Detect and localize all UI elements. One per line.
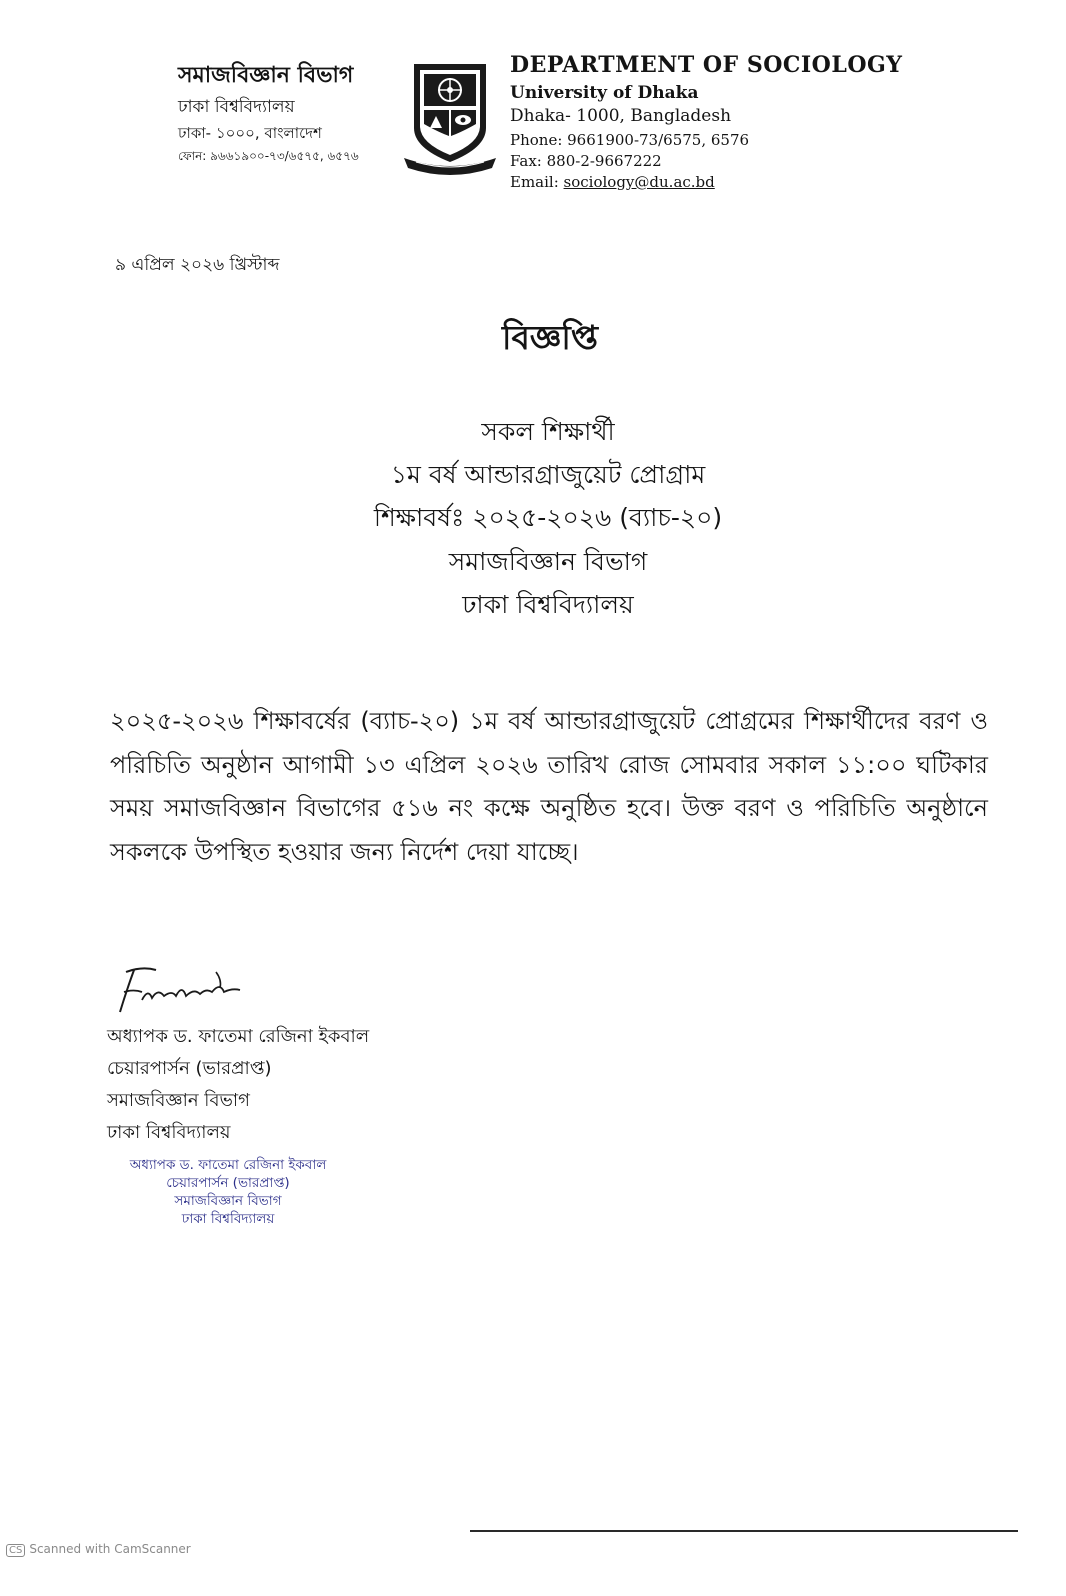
notice-date: ৯ এপ্রিল ২০২৬ খ্রিস্টাব্দ bbox=[115, 255, 280, 275]
en-address: Dhaka- 1000, Bangladesh bbox=[510, 106, 732, 126]
en-email-label: Email: bbox=[510, 173, 564, 191]
addressee-line: শিক্ষাবর্ষঃ ২০২৫-২০২৬ (ব্যাচ-২০) bbox=[373, 503, 723, 532]
university-seal-icon bbox=[402, 58, 498, 176]
stamp-line: অধ্যাপক ড. ফাতেমা রেজিনা ইকবাল bbox=[129, 1157, 327, 1173]
stamp-line: চেয়ারপার্সন (ভারপ্রাপ্ত) bbox=[166, 1175, 290, 1191]
email-link[interactable]: sociology@du.ac.bd bbox=[563, 173, 715, 191]
en-phone: Phone: 9661900-73/6575, 6576 bbox=[510, 131, 750, 149]
addressee-line: সমাজবিজ্ঞান বিভাগ bbox=[448, 547, 648, 576]
signatory-title: চেয়ারপার্সন (ভারপ্রাপ্ত) bbox=[107, 1058, 272, 1079]
stamp-line: ঢাকা বিশ্ববিদ্যালয় bbox=[181, 1211, 275, 1227]
signatory-university: ঢাকা বিশ্ববিদ্যালয় bbox=[107, 1122, 231, 1143]
notice-title: বিজ্ঞপ্তি bbox=[502, 318, 598, 357]
en-email-line bbox=[510, 173, 715, 191]
en-department-name: DEPARTMENT OF SOCIOLOGY bbox=[510, 52, 903, 78]
signatory-name: অধ্যাপক ড. ফাতেমা রেজিনা ইকবাল bbox=[107, 1026, 370, 1047]
bn-address: ঢাকা- ১০০০, বাংলাদেশ bbox=[178, 124, 322, 142]
addressee-line: ১ম বর্ষ আন্ডারগ্রাজুয়েট প্রোগ্রাম bbox=[390, 460, 706, 489]
notice-body: ২০২৫-২০২৬ শিক্ষাবর্ষের (ব্যাচ-২০) ১ম বর্ষ আন্ডারগ্রাজুয়েট প্রোগ্রমের শিক্ষার্থীদের বরণ ও পরিচিতি অনুষ্ঠান আগামী ১৩ এপ্রিল ২০২৬ তারিখ রোজ সোমবার সকাল ১১:০০ ঘটিকার সময় সমাজবিজ্ঞান বিভাগের ৫১৬ নং কক্ষে অনুষ্ঠিত হবে। উক্ত বরণ ও পরিচিতি অনুষ্ঠানে সকলকে উপস্থিত হওয়ার জন্য নির্দেশ দেয়া যাচ্ছে। bbox=[110, 707, 988, 866]
bottom-rule bbox=[470, 1530, 1018, 1532]
bn-phone: ফোন: ৯৬৬১৯০০-৭৩/৬৫৭৫, ৬৫৭৬ bbox=[178, 149, 359, 163]
bn-university-name: ঢাকা বিশ্ববিদ্যালয় bbox=[178, 97, 295, 117]
scanner-footer-text: Scanned with CamScanner bbox=[29, 1542, 191, 1556]
en-fax: Fax: 880-2-9667222 bbox=[510, 152, 662, 170]
en-university-name: University of Dhaka bbox=[510, 83, 699, 103]
addressee-line: ঢাকা বিশ্ববিদ্যালয় bbox=[462, 590, 634, 619]
scanner-footer bbox=[6, 1542, 191, 1557]
bn-department-name: সমাজবিজ্ঞান বিভাগ bbox=[178, 63, 354, 88]
addressee-line: সকল শিক্ষার্থী bbox=[481, 417, 615, 446]
signatory-department: সমাজবিজ্ঞান বিভাগ bbox=[107, 1090, 250, 1111]
handwritten-signature bbox=[112, 962, 252, 1022]
stamp-line: সমাজবিজ্ঞান বিভাগ bbox=[174, 1193, 282, 1209]
camscanner-logo-icon: CS bbox=[6, 1544, 25, 1557]
